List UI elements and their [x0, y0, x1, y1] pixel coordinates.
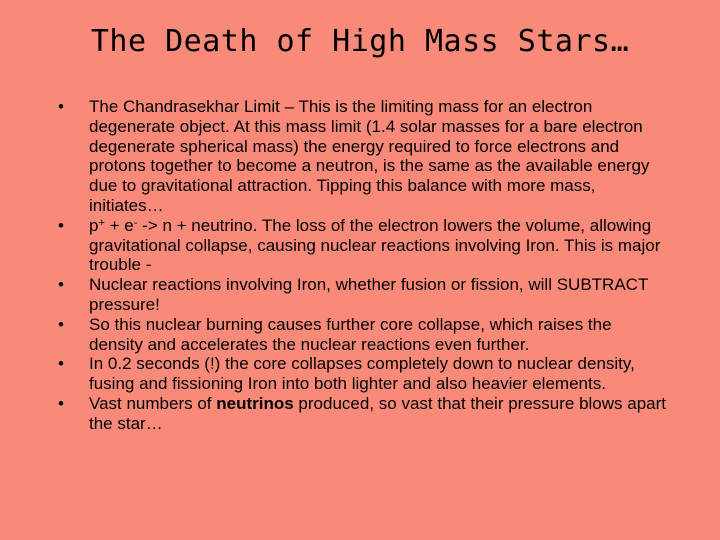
bullet-text: Nuclear reactions involving Iron, whether fusion or fission, will SUBTRACT pressure!: [89, 275, 649, 314]
bullet-dot: •: [58, 314, 64, 334]
bullet-text: So this nuclear burning causes further core collapse, which raises the density and accelerates the nuclear reactions even further.: [89, 314, 612, 354]
bullet-dot: •: [58, 275, 64, 295]
bullet-dot: •: [58, 215, 64, 235]
bullet-dot: •: [58, 393, 64, 413]
bullet-item: [58, 394, 668, 434]
proton-charge: +: [98, 216, 105, 229]
bullet-item: [58, 216, 668, 275]
proton-symbol: p: [89, 215, 99, 235]
bullet-item: [58, 97, 668, 216]
bullet-item: [58, 315, 668, 355]
electron-symbol: e: [124, 215, 134, 235]
bullet-list: [58, 97, 668, 434]
bullet-dot: •: [58, 354, 64, 374]
slide-title: The Death of High Mass Stars…: [90, 24, 630, 59]
plus-sign: +: [104, 215, 125, 235]
bullet-text: In 0.2 seconds (!) the core collapses completely down to nuclear density, fusing and fissioning Iron into both lighter and also heavier elements.: [89, 354, 635, 394]
bullet-dot: •: [58, 97, 64, 116]
bullet-text: produced, so vast that their pressure blows apart the star…: [89, 393, 667, 433]
bullet-text: -> n + neutrino. The loss of the electron lowers the volume, allowing gravitational collapse, causing nuclear reactions involving Iron. This is major trouble -: [89, 215, 661, 275]
bullet-item: [58, 275, 668, 315]
bullet-text: The Chandrasekhar Limit – This is the limiting mass for an electron degenerate object. At this mass limit (1.4 solar masses for a bare electron degenerate spherical mass) the energy required to force electrons and protons together to become a neutron, is the same as the available energy due to gravitational attraction. Tipping this balance with more mass, initiates…: [89, 97, 650, 215]
electron-charge: -: [133, 216, 138, 229]
bullet-text: Vast numbers of: [89, 393, 217, 413]
bullet-bold-term: neutrinos: [216, 393, 294, 413]
bullet-item: [58, 354, 668, 394]
